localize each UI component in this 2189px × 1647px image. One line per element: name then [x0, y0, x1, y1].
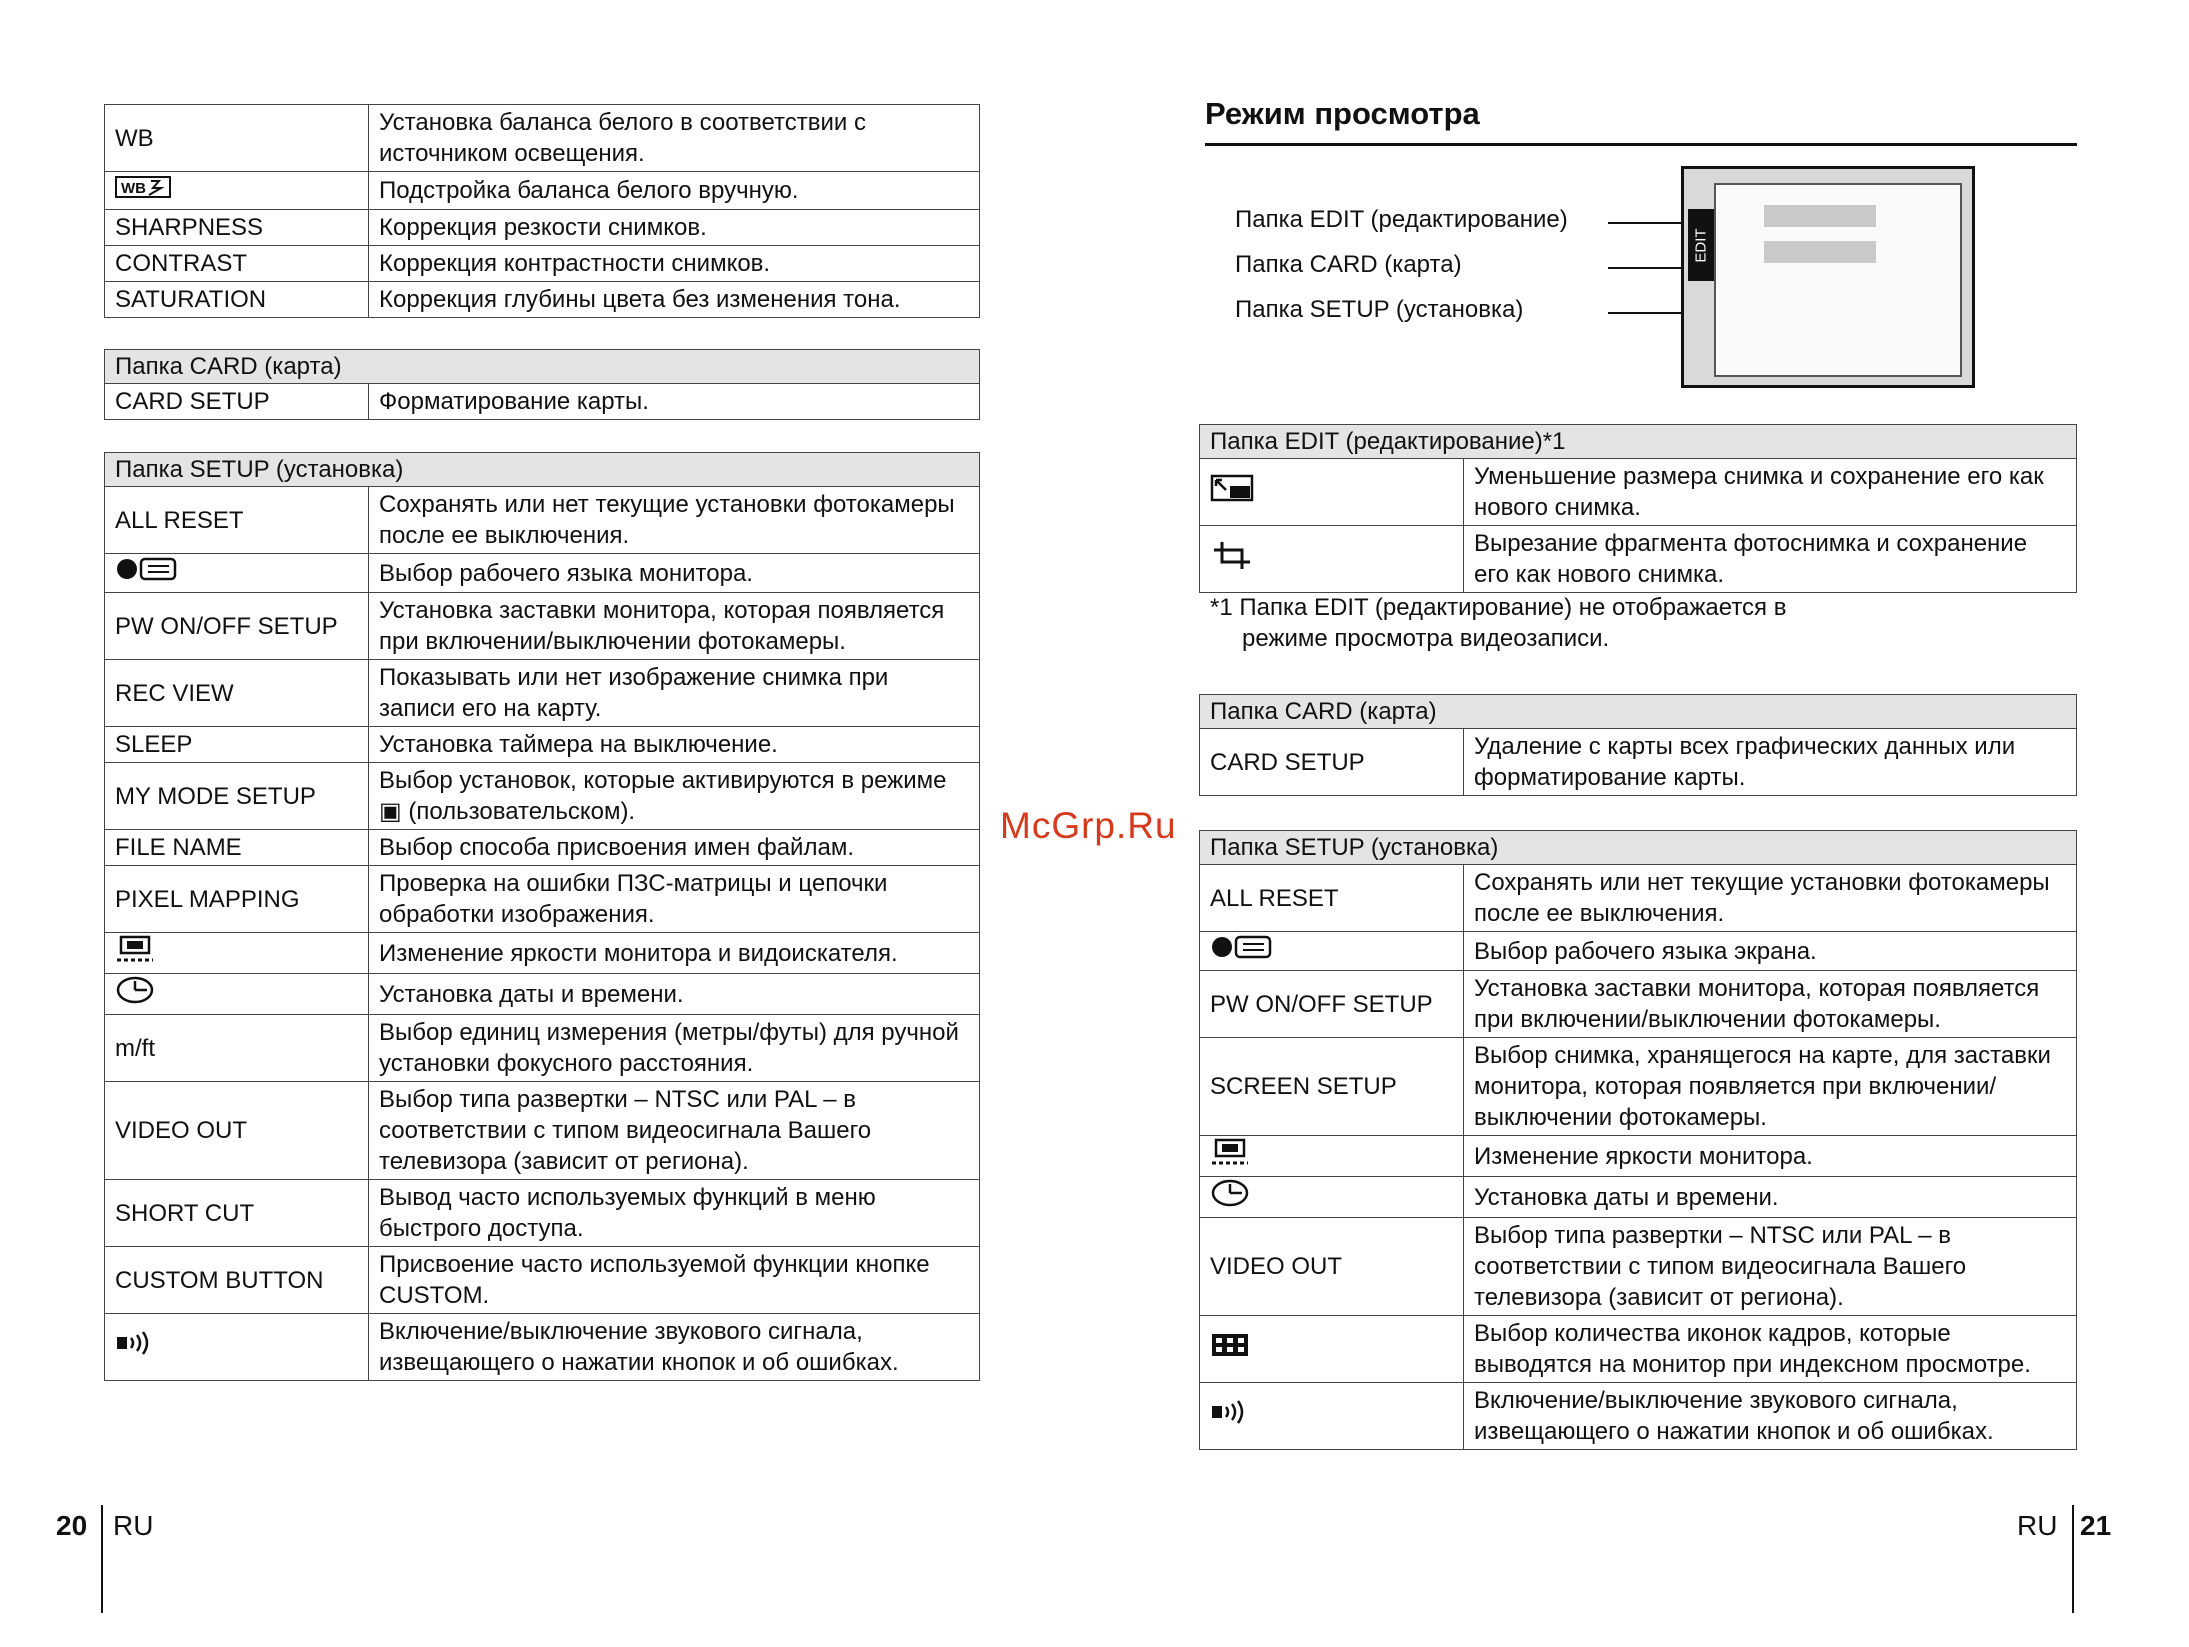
monitor-brightness-icon	[115, 935, 155, 971]
table-row	[105, 593, 980, 660]
table-row	[105, 1015, 980, 1082]
table-row	[105, 727, 980, 763]
setting-icon-cell	[105, 933, 369, 974]
table-row	[105, 1314, 980, 1381]
setting-name-file-name: FILE NAME	[105, 830, 369, 866]
table-row	[105, 974, 980, 1015]
setting-description: Выбор рабочего языка экрана.	[1464, 932, 2077, 971]
setting-description: Проверка на ошибки ПЗС-матрицы и цепочки обработки изображения.	[369, 866, 980, 933]
right-card-folder-table	[1199, 694, 2077, 796]
setting-description: Форматирование карты.	[369, 384, 980, 420]
leader-line-card	[1608, 267, 1684, 269]
svg-text:WB: WB	[121, 179, 146, 197]
table-row	[105, 1082, 980, 1180]
table-row	[105, 830, 980, 866]
setting-description: Установка заставки монитора, которая появляется при включении/выключении фотокамеры.	[369, 593, 980, 660]
setting-name-video-out: VIDEO OUT	[105, 1082, 369, 1180]
menu-bar-1	[1764, 205, 1876, 227]
table-row	[105, 933, 980, 974]
language-label-right: RU	[2017, 1510, 2058, 1541]
diagram-label-edit: Папка EDIT (редактирование)	[1235, 206, 1568, 233]
setting-description: Выбор типа развертки – NTSC или PAL – в соответствии с типом видеосигнала Вашего телевизора (зависит от региона).	[369, 1082, 980, 1180]
setting-icon-cell	[105, 1314, 369, 1381]
setting-icon-cell	[105, 974, 369, 1015]
table-row	[1200, 1038, 2077, 1136]
setting-description: Показывать или нет изображение снимка при записи его на карту.	[369, 660, 980, 727]
setting-icon-cell	[1200, 1316, 1464, 1383]
language-label-left: RU	[113, 1510, 154, 1541]
folder-header-row	[105, 453, 980, 487]
diagram-label-setup: Папка SETUP (установка)	[1235, 296, 1524, 323]
setting-description: Выбор снимка, хранящегося на карте, для заставки монитора, которая появляется при включении/выключении фотокамеры.	[1464, 1038, 2077, 1136]
page-number-right: 21	[2080, 1510, 2112, 1541]
setting-name-contrast: CONTRAST	[105, 245, 369, 281]
language-icon	[115, 556, 179, 590]
setting-name-wb: WB	[105, 105, 369, 172]
setting-description: Присвоение часто используемой функции кнопке CUSTOM.	[369, 1247, 980, 1314]
table-row	[1200, 1177, 2077, 1218]
setting-description: Установка таймера на выключение.	[369, 727, 980, 763]
folder-header-row	[1200, 831, 2077, 865]
table-row	[105, 866, 980, 933]
table-row	[105, 763, 980, 830]
table-row	[1200, 1218, 2077, 1316]
setting-description: Выбор единиц измерения (метры/футы) для ручной установки фокусного расстояния.	[369, 1015, 980, 1082]
setting-icon-cell	[105, 554, 369, 593]
setting-description: Выбор типа развертки – NTSC или PAL – в соответствии с типом видеосигнала Вашего телевизора (зависит от региона).	[1464, 1218, 2077, 1316]
wb-manual-icon	[115, 175, 173, 207]
setting-description: Включение/выключение звукового сигнала, извещающего о нажатии кнопок и об ошибках.	[1464, 1383, 2077, 1450]
setting-description: Выбор установок, которые активируются в режиме ▣ (пользовательском).	[369, 763, 980, 830]
setting-description: Вырезание фрагмента фотоснимка и сохранение его как нового снимка.	[1464, 526, 2077, 593]
setting-name-screen-setup: SCREEN SETUP	[1200, 1038, 1464, 1136]
playback-menu-screen-diagram	[1681, 166, 1975, 388]
folder-header: Папка CARD (карта)	[1200, 695, 2077, 729]
watermark: McGrp.Ru	[1000, 805, 1177, 846]
setting-description: Подстройка баланса белого вручную.	[369, 172, 980, 210]
setting-description: Вывод часто используемых функций в меню быстрого доступа.	[369, 1180, 980, 1247]
table-row	[105, 245, 980, 281]
setting-description: Установка даты и времени.	[1464, 1177, 2077, 1218]
setting-name-card-setup: CARD SETUP	[1200, 729, 1464, 796]
table-row	[1200, 729, 2077, 796]
monitor-brightness-icon	[1210, 1138, 1250, 1174]
table-row	[1200, 526, 2077, 593]
setting-name-rec-view: REC VIEW	[105, 660, 369, 727]
table-row	[105, 1247, 980, 1314]
setting-description: Коррекция глубины цвета без изменения тона.	[369, 281, 980, 317]
setting-description: Изменение яркости монитора.	[1464, 1136, 2077, 1177]
setting-description: Выбор количества иконок кадров, которые выводятся на монитор при индексном просмотре.	[1464, 1316, 2077, 1383]
footnote-mark: *1	[1210, 594, 1233, 621]
folder-header: Папка SETUP (установка)	[1200, 831, 2077, 865]
menu-area	[1714, 183, 1962, 377]
right-setup-folder-table	[1199, 830, 2077, 1450]
left-image-settings-table	[104, 104, 980, 318]
setting-name-short-cut: SHORT CUT	[105, 1180, 369, 1247]
setting-icon-cell	[105, 172, 369, 210]
setting-name-my-mode-setup: MY MODE SETUP	[105, 763, 369, 830]
page-heading: Режим просмотра	[1205, 96, 1480, 131]
setting-icon-cell	[1200, 932, 1464, 971]
setting-name-pw-on-off-setup: PW ON/OFF SETUP	[105, 593, 369, 660]
right-edit-folder-table	[1199, 424, 2077, 593]
folder-header: Папка CARD (карта)	[105, 350, 980, 384]
table-row	[105, 105, 980, 172]
setting-name-pw-on-off-setup: PW ON/OFF SETUP	[1200, 971, 1464, 1038]
leader-line-edit	[1608, 222, 1684, 224]
setting-name-pixel-mapping: PIXEL MAPPING	[105, 866, 369, 933]
setting-name-all-reset: ALL RESET	[105, 487, 369, 554]
table-row	[105, 209, 980, 245]
setting-name-saturation: SATURATION	[105, 281, 369, 317]
table-row	[105, 384, 980, 420]
setting-description: Удаление с карты всех графических данных или форматирование карты.	[1464, 729, 2077, 796]
setting-name-video-out: VIDEO OUT	[1200, 1218, 1464, 1316]
table-row	[105, 172, 980, 210]
clock-icon	[1210, 1179, 1250, 1215]
heading-rule	[1205, 143, 2077, 146]
folder-header: Папка SETUP (установка)	[105, 453, 980, 487]
menu-bar-2	[1764, 241, 1876, 263]
table-row	[105, 1180, 980, 1247]
leader-line-setup	[1608, 312, 1684, 314]
setting-description: Включение/выключение звукового сигнала, извещающего о нажатии кнопок и об ошибках.	[369, 1314, 980, 1381]
table-row	[1200, 1136, 2077, 1177]
setting-icon-cell	[1200, 1383, 1464, 1450]
footnote	[1210, 592, 1786, 654]
beep-icon	[1210, 1399, 1250, 1433]
setting-description: Сохранять или нет текущие установки фотокамеры после ее выключения.	[369, 487, 980, 554]
footnote-line-2: режиме просмотра видеозаписи.	[1242, 625, 1610, 652]
footnote-line-1: Папка EDIT (редактирование) не отображается в	[1239, 594, 1787, 621]
setting-description: Выбор способа присвоения имен файлам.	[369, 830, 980, 866]
clock-icon	[115, 976, 155, 1012]
setting-name-sleep: SLEEP	[105, 727, 369, 763]
table-row	[1200, 1316, 2077, 1383]
table-row	[105, 554, 980, 593]
beep-icon	[115, 1330, 155, 1364]
setting-description: Установка даты и времени.	[369, 974, 980, 1015]
setting-description: Сохранять или нет текущие установки фотокамеры после ее выключения.	[1464, 865, 2077, 932]
setting-description: Уменьшение размера снимка и сохранение его как нового снимка.	[1464, 459, 2077, 526]
table-row	[1200, 459, 2077, 526]
page-divider-left	[101, 1505, 103, 1613]
language-icon	[1210, 934, 1274, 968]
left-card-folder-table	[104, 349, 980, 420]
setting-description: Коррекция резкости снимков.	[369, 209, 980, 245]
table-row	[105, 487, 980, 554]
setting-name-sharpness: SHARPNESS	[105, 209, 369, 245]
diagram-label-card: Папка CARD (карта)	[1235, 251, 1462, 278]
setting-name-card-setup: CARD SETUP	[105, 384, 369, 420]
table-row	[105, 660, 980, 727]
edit-tab: EDIT	[1688, 209, 1714, 281]
setting-description: Выбор рабочего языка монитора.	[369, 554, 980, 593]
page-divider-right	[2072, 1505, 2074, 1613]
table-row	[1200, 1383, 2077, 1450]
setting-name-custom-button: CUSTOM BUTTON	[105, 1247, 369, 1314]
setting-description: Установка заставки монитора, которая появляется при включении/выключении фотокамеры.	[1464, 971, 2077, 1038]
setting-name-m-ft: m/ft	[105, 1015, 369, 1082]
setting-description: Установка баланса белого в соответствии с источником освещения.	[369, 105, 980, 172]
table-row	[105, 281, 980, 317]
setting-icon-cell	[1200, 1177, 1464, 1218]
setting-icon-cell	[1200, 1136, 1464, 1177]
table-row	[1200, 932, 2077, 971]
crop-icon	[1210, 540, 1254, 578]
setting-description: Коррекция контрастности снимков.	[369, 245, 980, 281]
index-frames-icon	[1210, 1332, 1250, 1366]
page-number-left: 20	[56, 1510, 88, 1541]
table-row	[1200, 865, 2077, 932]
left-setup-folder-table	[104, 452, 980, 1381]
folder-header-row	[1200, 425, 2077, 459]
setting-icon-cell	[1200, 459, 1464, 526]
folder-header-row	[105, 350, 980, 384]
setting-description: Изменение яркости монитора и видоискателя.	[369, 933, 980, 974]
resize-icon	[1210, 474, 1254, 510]
table-row	[1200, 971, 2077, 1038]
setting-name-all-reset: ALL RESET	[1200, 865, 1464, 932]
setting-icon-cell	[1200, 526, 1464, 593]
folder-header: Папка EDIT (редактирование)*1	[1200, 425, 2077, 459]
folder-header-row	[1200, 695, 2077, 729]
